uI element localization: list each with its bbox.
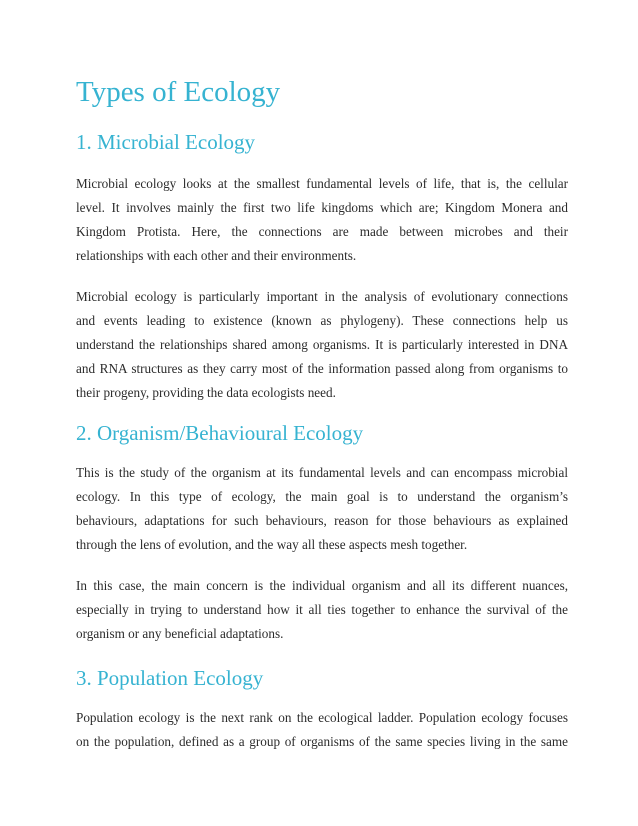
paragraph xyxy=(76,574,568,646)
text-line: Kingdom Protista. Here, the connections are made between microbes and their xyxy=(76,224,568,239)
text-line: Microbial ecology is particularly important in the analysis of evolutionary connections xyxy=(76,289,568,304)
text-line: level. It involves mainly the first two life kingdoms which are; Kingdom Monera and xyxy=(76,200,568,215)
text-line: Population ecology is the next rank on the ecological ladder. Population ecology focuses xyxy=(76,710,568,725)
document-title: Types of Ecology xyxy=(76,76,281,108)
text-line: on the population, defined as a group of organisms of the same species living in the same xyxy=(76,734,568,749)
section-heading-microbial-ecology: 1. Microbial Ecology xyxy=(76,130,256,154)
paragraph xyxy=(76,285,568,405)
text-line: their progeny, providing the data ecologists need. xyxy=(76,385,336,400)
text-line: and events leading to existence (known as phylogeny). These connections help us xyxy=(76,313,568,328)
text-line: This is the study of the organism at its fundamental levels and can encompass microbial xyxy=(76,465,568,480)
paragraph xyxy=(76,706,568,754)
paragraph xyxy=(76,461,568,557)
text-line: through the lens of evolution, and the way all these aspects mesh together. xyxy=(76,537,468,552)
text-line: In this case, the main concern is the individual organism and all its different nuances, xyxy=(76,578,568,593)
paragraph xyxy=(76,172,568,268)
section-heading-population-ecology: 3. Population Ecology xyxy=(76,666,264,690)
text-line: organism or any beneficial adaptations. xyxy=(76,626,284,641)
section-heading-organism-behavioural-ecology: 2. Organism/Behavioural Ecology xyxy=(76,421,364,445)
text-line: relationships with each other and their environments. xyxy=(76,248,357,263)
text-line: Microbial ecology looks at the smallest fundamental levels of life, that is, the cellular xyxy=(76,176,568,191)
text-line: and RNA structures as they carry most of the information passed along from organisms to xyxy=(76,361,568,376)
text-line: especially in trying to understand how it all ties together to enhance the survival of the xyxy=(76,602,568,617)
text-line: ecology. In this type of ecology, the main goal is to understand the organism’s xyxy=(76,489,568,504)
text-line: behaviours, adaptations for such behaviours, reason for those behaviours as explained xyxy=(76,513,568,528)
text-line: understand the relationships shared among organisms. It is particularly interested in DNA xyxy=(76,337,568,352)
